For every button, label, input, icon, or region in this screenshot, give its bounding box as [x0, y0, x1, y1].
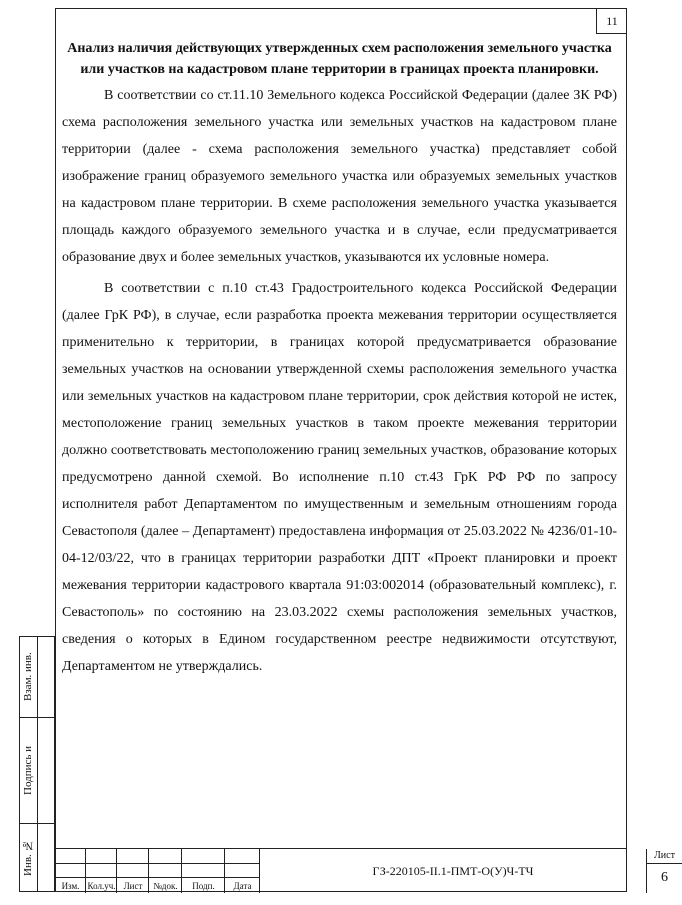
col-list: Лист: [123, 881, 143, 891]
paragraph-2: В соответствии с п.10 ст.43 Градостроительного кодекса Российской Федерации (далее ГрК РФ), в случае, если разработка проекта межевания территории осуществляется применительно к территории, в границах которой предусматривается образование земельных участков на основании утвержденной схемы расположения земельного участка или земельных участков на кадастровом плане территории, срок действия которой не истек, местоположение границ земельных участков в таком проекте межевания территории должно соответствовать местоположению границ земельных участков, образование которых предусмотрено данной схемой. Во исполнение п.10 ст.43 ГрК РФ РФ по запросу исполнителя работ Департаментом по имущественным и земельным отношениям города Севастополя (далее – Департамент) предоставлена информация от 25.03.2022 № 4236/01-10-04-12/03/22, что в границах территории разработки ДПТ «Проект планировки и проект межевания территории кадастрового квартала 91:03:002014 (образовательный комплекс), г. Севастополь» по состоянию на 23.03.2022 схемы расположения земельных участков, сведения о которых в Едином государственном реестре недвижимости отсутствуют, Департаментом не утверждались.: [62, 281, 617, 674]
stamp-vzam-inv: Взам. инв.: [22, 652, 34, 702]
stamp-podpis: Подпись и: [22, 745, 34, 795]
col-izm: Изм.: [61, 881, 80, 891]
col-data: Дата: [233, 881, 252, 891]
section-title: Анализ наличия действующих утвержденных схем расположения земельного участка или участков на кадастровом плане территории в границах проекта планировки.: [67, 41, 612, 77]
title-block: [55, 848, 675, 892]
side-stamp: [19, 636, 55, 892]
col-podp: Подп.: [192, 881, 215, 891]
sheet-box: [646, 849, 682, 893]
col-ndok: №док.: [153, 881, 178, 891]
col-kol-uch: Кол.уч.: [87, 881, 116, 891]
stamp-inv-no: Инв. №: [22, 839, 34, 877]
paragraph-1: В соответствии со ст.11.10 Земельного кодекса Российской Федерации (далее ЗК РФ) схема расположения земельного участка или земельных участков на кадастровом плане территории (далее - схема расположения земельного участка) представляет собой изображение границ образуемого земельного участка или образуемых земельных участков на кадастровом плане территории. В схеме расположения земельного участка указывается площадь каждого образуемого земельного участка и в случае, если предусматривается образование двух и более земельных участков, указываются их условные номера.: [62, 88, 617, 265]
page-number: 11: [596, 8, 627, 34]
sheet-number: 6: [661, 870, 668, 885]
document-code: ГЗ-220105-II.1-ПМТ-О(У)Ч-ТЧ: [372, 863, 534, 878]
document-body: [62, 38, 617, 684]
sheet-label: Лист: [647, 849, 682, 864]
